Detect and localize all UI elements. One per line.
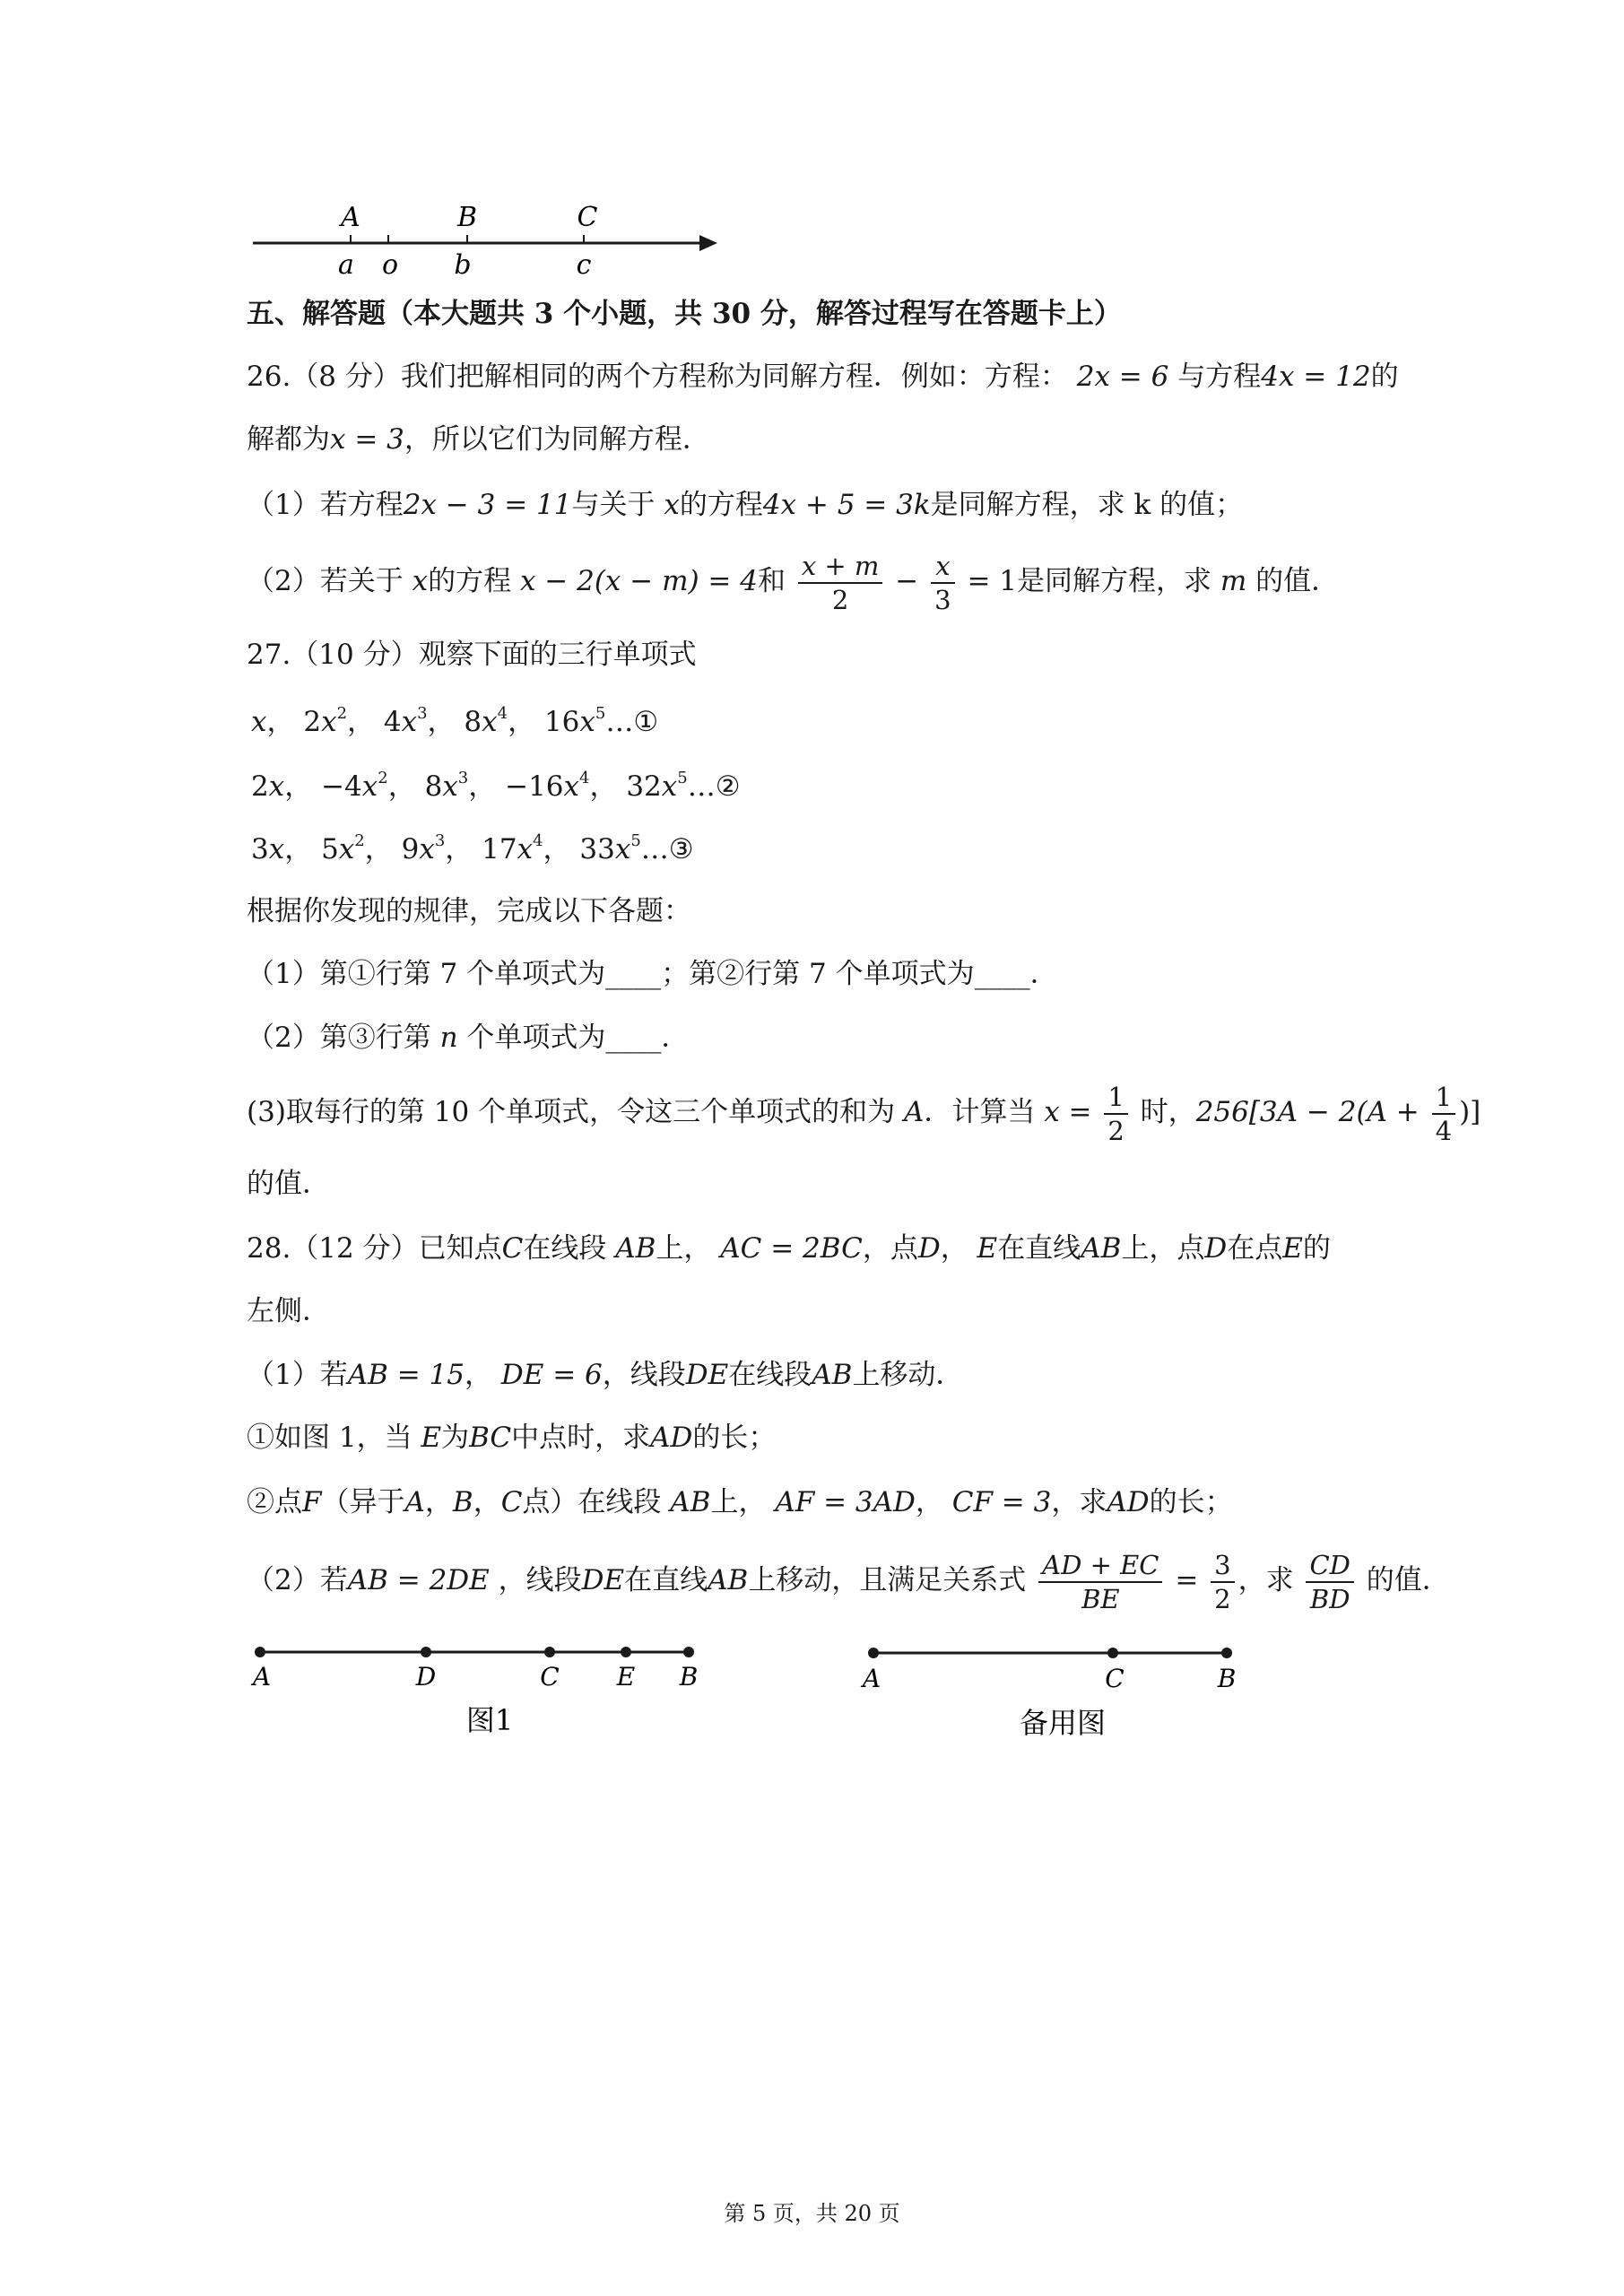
q28-sub2	[247, 1484, 1233, 1520]
q28-s2-g: ，	[915, 1486, 943, 1518]
q28-l1-i: 的	[1302, 1232, 1331, 1265]
q28-l1-E2: E	[1282, 1232, 1303, 1265]
q27-p3-x: x =	[1044, 1096, 1092, 1128]
q28-s1-AD: AD	[650, 1422, 693, 1454]
q26-part2	[247, 545, 1339, 617]
q28-l1-a: 28.（12 分）已知点	[247, 1232, 502, 1265]
q28-frac3-num: CD	[1306, 1549, 1353, 1583]
q28-p1-b: ，	[465, 1359, 493, 1391]
fig1-point-C	[544, 1647, 555, 1657]
fig1-label-E: E	[616, 1662, 636, 1692]
row1-term-2: $4x^3$	[383, 704, 428, 738]
q28-frac1	[1038, 1549, 1162, 1615]
q27-title: 27.（10 分）观察下面的三行单项式	[247, 639, 697, 671]
fig1-label-C: C	[540, 1662, 560, 1692]
q26-frac2-num: x	[931, 550, 954, 584]
section-title: 五、解答题（本大题共 3 个小题，共 30 分，解答过程写在答题卡上）	[247, 298, 1122, 330]
q28-l1-f: 在直线	[997, 1232, 1081, 1265]
q28-l1-eq: AC = 2BC	[720, 1232, 863, 1265]
q27-p2-n: n	[439, 1022, 458, 1054]
q26-line2-b: ，所以它们为同解方程．	[404, 423, 710, 456]
fig2-label-C: C	[1105, 1664, 1125, 1693]
q27-part3-end: 的值．	[247, 1168, 330, 1200]
q26-line2-eq: x = 3	[330, 423, 404, 456]
q28-line2: 左侧．	[247, 1295, 330, 1327]
q28-s2-A: A	[404, 1486, 425, 1518]
q26-p1-eq1: 2x − 3 = 11	[403, 489, 572, 521]
q28-p1-a: （1）若	[247, 1359, 348, 1391]
q28-frac2-den: 2	[1214, 1583, 1231, 1614]
q27-p3-A: A	[903, 1096, 925, 1128]
q28-s2-b: （异于	[321, 1486, 405, 1518]
q28-s1-BC: BC	[469, 1422, 512, 1454]
label-lower-b: b	[454, 249, 472, 281]
q27-frac-quarter-num: 1	[1432, 1081, 1455, 1115]
fig1-point-B	[683, 1647, 694, 1657]
fig2-point-A	[868, 1648, 879, 1658]
q28-l1-e: ，	[940, 1232, 968, 1265]
row1-term-1: $2x^2$	[303, 704, 348, 738]
number-line-arrow	[699, 235, 717, 251]
q28-s2-C: C	[500, 1486, 523, 1518]
sep: ，	[543, 833, 571, 865]
row1-end: …①	[605, 706, 659, 738]
q28-s2-eq1: AF = 3AD	[775, 1486, 916, 1518]
label-upper-B: B	[456, 202, 478, 233]
q26-p1-var: x	[664, 489, 680, 521]
q28-p2-eq: AB = 2DE	[347, 1564, 490, 1596]
q26-p1-eq2: 4x + 5 = 3k	[762, 489, 931, 521]
q26-frac1-den: 2	[831, 584, 849, 615]
page-footer: 第 5 页，共 20 页	[724, 2201, 900, 2226]
fig1-point-D	[421, 1647, 431, 1657]
q28-s2-c: ，	[424, 1486, 453, 1518]
q28-s2-d: ，	[473, 1486, 501, 1518]
q27-frac-half	[1104, 1081, 1127, 1147]
q26-p2-b: 的方程	[428, 565, 512, 597]
sep: ，	[284, 833, 313, 865]
q26-eq-end: = 1	[967, 565, 1018, 597]
q27-p3-expr: 256[3A − 2(A +	[1195, 1096, 1420, 1128]
q28-s1-b: 为	[441, 1422, 470, 1454]
q27-p3-a: (3)取每行的第 10 个单项式，令这三个单项式的和为	[247, 1096, 896, 1128]
sep: ，	[589, 770, 618, 803]
q26-p2-a: （2）若关于	[247, 565, 404, 597]
q28-s2-f: 上，	[710, 1486, 767, 1518]
fig2-label-B: B	[1217, 1664, 1237, 1693]
sep: ，	[364, 833, 393, 865]
fig1-point-E	[621, 1647, 631, 1657]
q26-p1-a: （1）若方程	[247, 489, 404, 521]
q28-s1-E: E	[421, 1422, 442, 1454]
row2-term-4: $32x^5$	[626, 769, 688, 803]
q28-s2-h: ，求	[1051, 1486, 1107, 1518]
q28-l1-E: E	[977, 1232, 998, 1265]
sep: ，	[266, 706, 295, 738]
q28-s1-a: ①如图 1，当	[247, 1422, 413, 1454]
q27-p3-c: 时，	[1140, 1096, 1196, 1128]
fig1-label-B: B	[679, 1662, 699, 1692]
q28-part1	[247, 1357, 963, 1393]
q28-l1-AB2: AB	[1081, 1232, 1122, 1265]
row3-term-3: $17x^4$	[482, 831, 543, 865]
q28-frac1-num: AD + EC	[1038, 1549, 1162, 1583]
q27-p3-close: )]	[1459, 1096, 1481, 1128]
q28-p1-AB: AB	[812, 1359, 853, 1391]
row1-term-4: $16x^5$	[543, 704, 606, 738]
label-upper-C: C	[577, 202, 598, 233]
sep: ，	[445, 833, 473, 865]
q28-p1-eq1: AB = 15	[347, 1359, 465, 1391]
q27-p2-b: 个单项式为____．	[466, 1022, 690, 1054]
fig1-caption: 图1	[465, 1703, 514, 1737]
number-line-figure	[242, 193, 726, 283]
q28-l1-d: ，点	[862, 1232, 918, 1265]
q26-minus: −	[895, 565, 919, 597]
q27-row3	[251, 831, 694, 867]
fig2-caption: 备用图	[1019, 1706, 1107, 1740]
fig2-label-A: A	[862, 1664, 881, 1693]
figure2-segment	[852, 1628, 1246, 1749]
sep: ，	[347, 706, 376, 738]
q28-p2-DE: DE	[581, 1564, 625, 1596]
q28-frac3-den: BD	[1309, 1583, 1350, 1614]
fig1-label-D: D	[415, 1662, 437, 1692]
q28-frac2	[1211, 1549, 1234, 1615]
row2-end: …②	[687, 770, 741, 803]
q27-row2	[251, 769, 741, 804]
q26-p1-b: 与关于	[571, 489, 656, 521]
q26-frac2-den: 3	[934, 584, 951, 615]
sep: ，	[387, 770, 416, 803]
q28-l1-b: 在线段	[523, 1232, 607, 1265]
q28-s2-F: F	[302, 1486, 322, 1518]
q28-p2-c: 在直线	[624, 1564, 708, 1596]
q26-p2-d: 是同解方程，求	[1017, 565, 1212, 597]
q28-s2-AB: AB	[670, 1486, 711, 1518]
q26-p1-c: 的方程	[679, 489, 763, 521]
q28-p2-f: 的值．	[1366, 1564, 1450, 1596]
label-lower-c: c	[576, 249, 592, 281]
q28-p1-c: ，线段	[602, 1359, 686, 1391]
q28-frac2-num: 3	[1211, 1549, 1234, 1583]
label-lower-o: o	[381, 249, 399, 281]
q26-eq2: 4x = 12	[1261, 361, 1371, 393]
sep: ，	[427, 706, 456, 738]
q28-s2-B: B	[452, 1486, 473, 1518]
q26-p2-eq1: x − 2(x − m) = 4	[519, 565, 758, 597]
q28-l1-AB: AB	[615, 1232, 656, 1265]
q28-frac3	[1306, 1549, 1353, 1615]
q28-p1-eq2: DE = 6	[500, 1359, 603, 1391]
q28-s2-i: 的长；	[1149, 1486, 1233, 1518]
q28-p2-d: 上移动，且满足关系式	[748, 1564, 1027, 1596]
q26-tail: 的	[1370, 361, 1399, 393]
q26-intro: 26.（8 分）我们把解相同的两个方程称为同解方程．例如：方程：	[247, 361, 1068, 393]
q28-s2-a: ②点	[247, 1486, 302, 1518]
row3-term-1: $5x^2$	[321, 831, 365, 865]
q26-line2-a: 解都为	[247, 423, 330, 456]
q27-rule: 根据你发现的规律，完成以下各题：	[247, 895, 691, 927]
row3-term-0: 3x	[251, 833, 285, 865]
q28-part2	[247, 1544, 1450, 1616]
q28-s1-d: 的长；	[692, 1422, 777, 1454]
row2-term-2: $8x^3$	[424, 769, 469, 803]
q28-p1-d: 在线段	[728, 1359, 812, 1391]
row2-term-3: $-16x^4$	[505, 769, 590, 803]
q28-line1	[247, 1231, 1331, 1266]
q27-frac-quarter-den: 4	[1435, 1115, 1453, 1146]
q27-frac-half-num: 1	[1104, 1081, 1127, 1115]
q26-p2-e: 的值．	[1255, 565, 1340, 597]
q27-part1: （1）第①行第 7 个单项式为____；第②行第 7 个单项式为____．	[247, 958, 1058, 990]
fig2-point-C	[1107, 1648, 1118, 1658]
fig1-point-A	[255, 1647, 265, 1657]
row3-end: …③	[640, 833, 694, 865]
q28-l1-g: 上，点	[1121, 1232, 1205, 1265]
sep: ，	[284, 770, 313, 803]
q27-p3-b: ．计算当	[924, 1096, 1036, 1128]
q27-part2	[247, 1020, 689, 1056]
figure1-segment	[242, 1628, 717, 1744]
q27-frac-quarter	[1432, 1081, 1455, 1147]
q28-l1-h: 在点	[1227, 1232, 1283, 1265]
q26-frac1	[798, 550, 883, 616]
fig2-point-B	[1221, 1648, 1232, 1658]
q26-eq1: 2x = 6	[1076, 361, 1169, 393]
label-lower-a: a	[338, 249, 354, 281]
q26-frac1-num: x + m	[798, 550, 883, 584]
q27-row1	[251, 704, 658, 740]
q28-l1-C: C	[501, 1232, 524, 1265]
row2-term-1: $-4x^2$	[321, 769, 388, 803]
q26-mid: 与方程	[1177, 361, 1262, 393]
q28-p1-DE: DE	[685, 1359, 729, 1391]
row2-term-0: 2x	[251, 770, 285, 803]
q28-p2-AB: AB	[708, 1564, 749, 1596]
q26-p2-var: x	[412, 565, 429, 597]
q28-l1-D: D	[917, 1232, 941, 1265]
q28-s2-AD: AD	[1107, 1486, 1150, 1518]
fig1-label-A: A	[252, 1662, 272, 1692]
q27-p2-a: （2）第③行第	[247, 1022, 431, 1054]
q28-s2-eq2: CF = 3	[951, 1486, 1052, 1518]
q26-line2	[247, 422, 710, 457]
q26-frac2	[931, 550, 954, 616]
q26-p2-m: m	[1220, 565, 1247, 597]
row1-term-0: x	[251, 706, 267, 738]
sep: ，	[468, 770, 497, 803]
q28-l1-D2: D	[1204, 1232, 1228, 1265]
q26-part1	[247, 487, 1243, 523]
q26-p2-c: 和	[757, 565, 786, 597]
q26-line1	[247, 359, 1399, 395]
q28-s2-e: 点）在线段	[522, 1486, 662, 1518]
q28-p2-b: ，线段	[498, 1564, 582, 1596]
q26-p1-d: 是同解方程，求 k 的值；	[930, 489, 1244, 521]
q28-p2-e: ，求	[1238, 1564, 1294, 1596]
row3-term-2: $9x^3$	[401, 831, 446, 865]
q28-p1-e: 上移动．	[852, 1359, 964, 1391]
label-upper-A: A	[341, 202, 360, 233]
q28-s1-c: 中点时，求	[511, 1422, 651, 1454]
q28-sub1	[247, 1420, 776, 1456]
q28-eq-sign: =	[1175, 1564, 1199, 1596]
q28-l1-c: 上，	[656, 1232, 712, 1265]
row1-term-3: $8x^4$	[464, 704, 508, 738]
q28-frac1-den: BE	[1081, 1583, 1120, 1614]
q28-p2-a: （2）若	[247, 1564, 348, 1596]
q27-part3	[247, 1076, 1481, 1148]
q27-frac-half-den: 2	[1107, 1115, 1125, 1146]
row3-term-4: $33x^5$	[579, 831, 641, 865]
sep: ，	[508, 706, 536, 738]
